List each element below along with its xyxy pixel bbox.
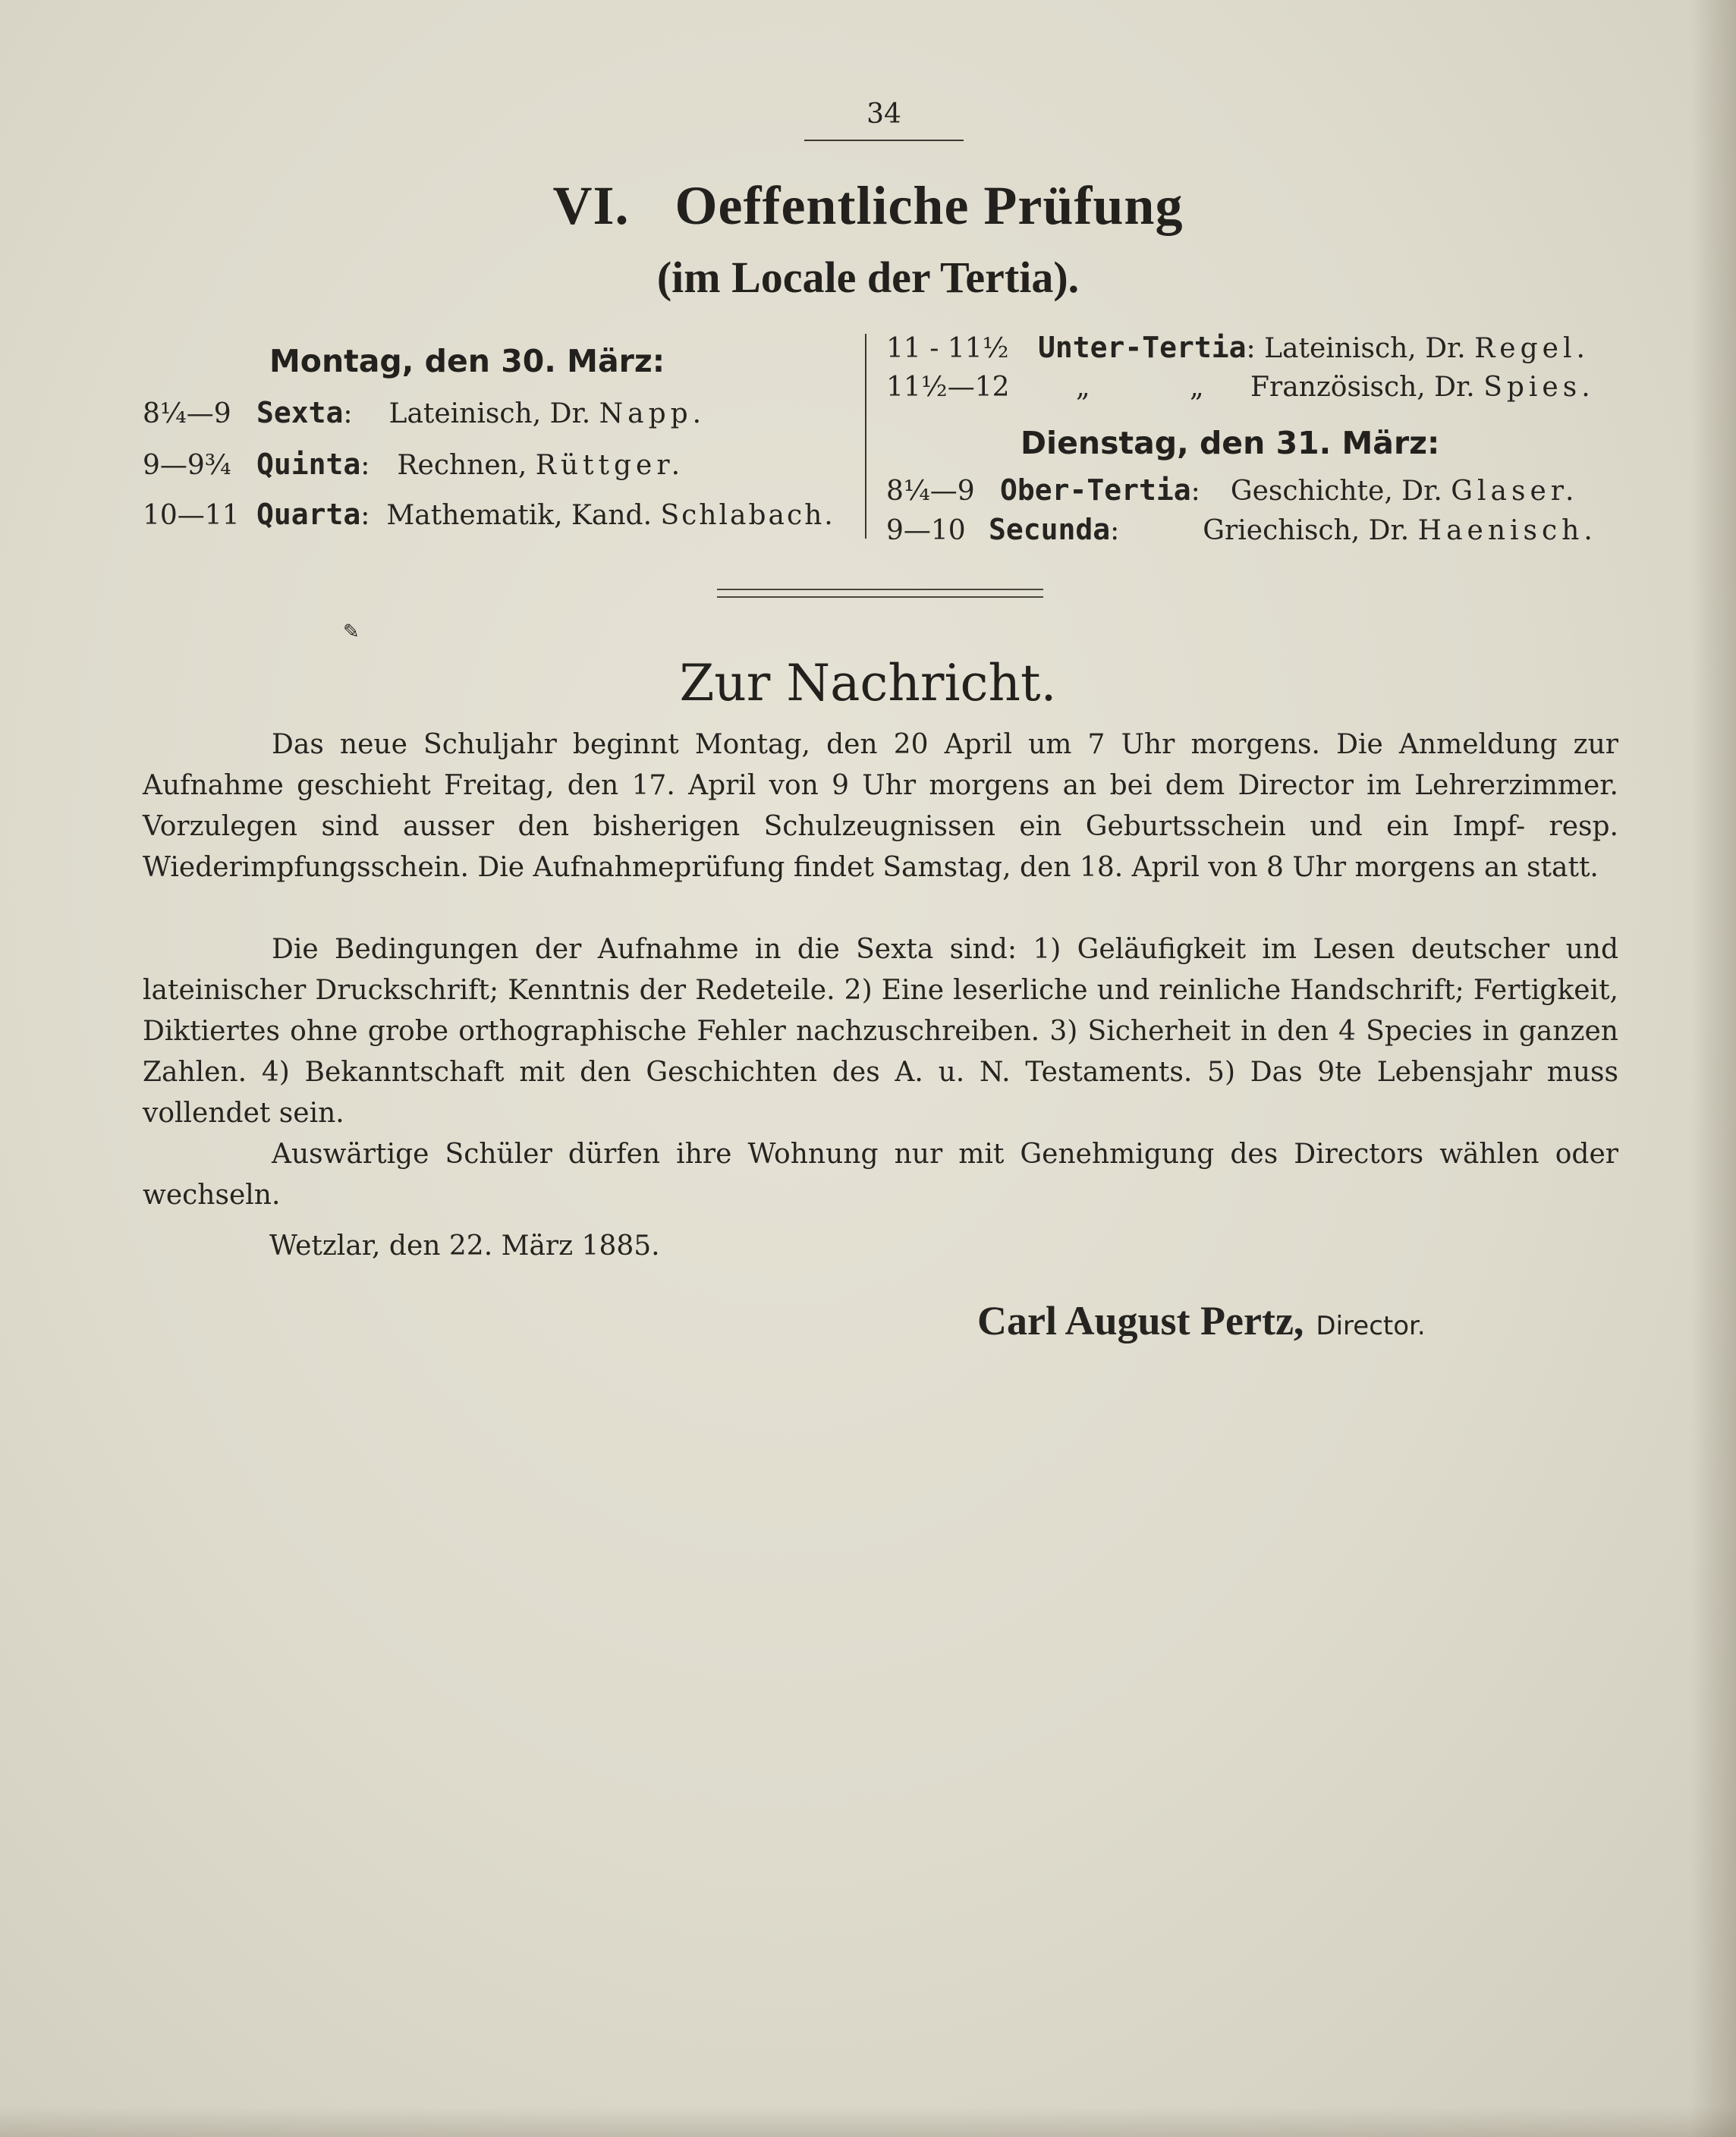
tuesday-heading: Dienstag, den 31. März: [1021, 425, 1440, 461]
page-shadow-bottom [0, 2107, 1736, 2137]
section-subtitle: (im Locale der Tertia). [656, 253, 1080, 302]
schedule-row: 10—11 Quarta: Mathematik, Kand. Schlabach. [143, 498, 835, 531]
row-subject: Geschichte, Dr. [1230, 476, 1442, 507]
row-teacher: Haenisch. [1417, 515, 1597, 546]
row-subject: Griechisch, Dr. [1203, 515, 1410, 546]
page-number: 34 [866, 99, 901, 130]
row-class-ditto: „ [1076, 372, 1090, 403]
row-subject: Lateinisch, Dr. [1264, 333, 1466, 364]
row-subject: Mathematik, Kand. [386, 500, 653, 531]
notice-paragraph-1: Das neue Schuljahr beginnt Montag, den 20 April um 7 Uhr morgens. Die Anmeldung zur Aufnahme geschieht Freitag, den 17. April von 9 Uhr morgens an bei dem Director im Lehrerzimmer. Vorzulegen sind ausser den bisherigen Schulzeugnissen ein Geburtsschein und ein Impf- resp. Wiederimpfungsschein. Die Aufnahmeprüfung findet Samstag, den 18. April von 8 Uhr morgens an statt. [143, 729, 1618, 883]
row-class: Ober-Tertia [1000, 473, 1191, 507]
schedule-row: 11 - 11½ Unter-Tertia: Lateinisch, Dr. Regel. [886, 331, 1590, 364]
row-time: 8¼—9 [143, 398, 231, 429]
row-time: 9—10 [886, 515, 966, 546]
row-subject: Lateinisch, Dr. [388, 398, 591, 429]
schedule-row: 9—10 Secunda: Griechisch, Dr. Haenisch. [886, 513, 1597, 546]
row-class: Quinta [256, 448, 361, 481]
notice-heading: Zur Nachricht. [679, 654, 1057, 712]
section-numeral: VI. [552, 175, 630, 236]
signature-role: Director. [1316, 1311, 1426, 1341]
row-teacher: Regel. [1474, 333, 1590, 364]
row-subject: Rechnen, [397, 450, 527, 481]
column-divider [865, 334, 866, 539]
stray-mark: ✎ [343, 621, 360, 643]
row-teacher: Glaser. [1451, 476, 1579, 507]
row-teacher: Schlabach. [660, 500, 835, 531]
monday-heading: Montag, den 30. März: [269, 343, 665, 379]
row-class: Sexta [256, 396, 344, 429]
row-class-ditto: „ [1190, 372, 1204, 403]
schedule-row: 9—9¾ Quinta: Rechnen, Rüttger. [143, 448, 685, 481]
row-time: 9—9¾ [143, 450, 231, 481]
row-subject: Französisch, Dr. [1250, 372, 1475, 403]
row-class: Unter-Tertia [1038, 331, 1247, 364]
schedule-row: 8¼—9 Ober-Tertia: Geschichte, Dr. Glaser. [886, 473, 1579, 507]
section-divider [717, 589, 1043, 598]
section-title-text: Oeffentliche Prüfung [675, 175, 1184, 236]
row-class: Secunda [989, 513, 1111, 546]
page-number-rule [804, 140, 964, 141]
notice-paragraph-2: Die Bedingungen der Aufnahme in die Sexta sind: 1) Geläufigkeit im Lesen deutscher und lateinischer Druckschrift; Kenntnis der Redeteile. 2) Eine leserliche und reinliche Handschrift; Fertigkeit, Diktiertes ohne grobe orthographische Fehler nachzuschreiben. 3) Sicherheit in den 4 Species in ganzen Zahlen. 4) Bekanntschaft mit den Geschichten des A. u. N. Testaments. 5) Das 9te Lebensjahr muss vollendet sein. [143, 934, 1618, 1129]
section-title [0, 174, 1736, 237]
signature [977, 1297, 1426, 1344]
schedule-row: 8¼—9 Sexta: Lateinisch, Dr. Napp. [143, 396, 706, 429]
row-teacher: Rüttger. [535, 450, 685, 481]
row-time: 8¼—9 [886, 476, 975, 507]
page-shadow-right [1690, 0, 1736, 2137]
signature-name: Carl August Pertz, [977, 1298, 1304, 1343]
schedule-row [886, 372, 1595, 403]
row-time: 10—11 [143, 500, 240, 531]
row-teacher: Spies. [1483, 372, 1595, 403]
place-and-date: Wetzlar, den 22. März 1885. [269, 1230, 660, 1262]
row-time: 11 - 11½ [886, 333, 1009, 364]
row-time: 11½—12 [886, 372, 1010, 403]
row-class: Quarta [256, 498, 361, 531]
notice-paragraph-3: Auswärtige Schüler dürfen ihre Wohnung nur mit Genehmigung des Directors wählen oder wechseln. [143, 1139, 1618, 1211]
row-teacher: Napp. [599, 398, 706, 429]
